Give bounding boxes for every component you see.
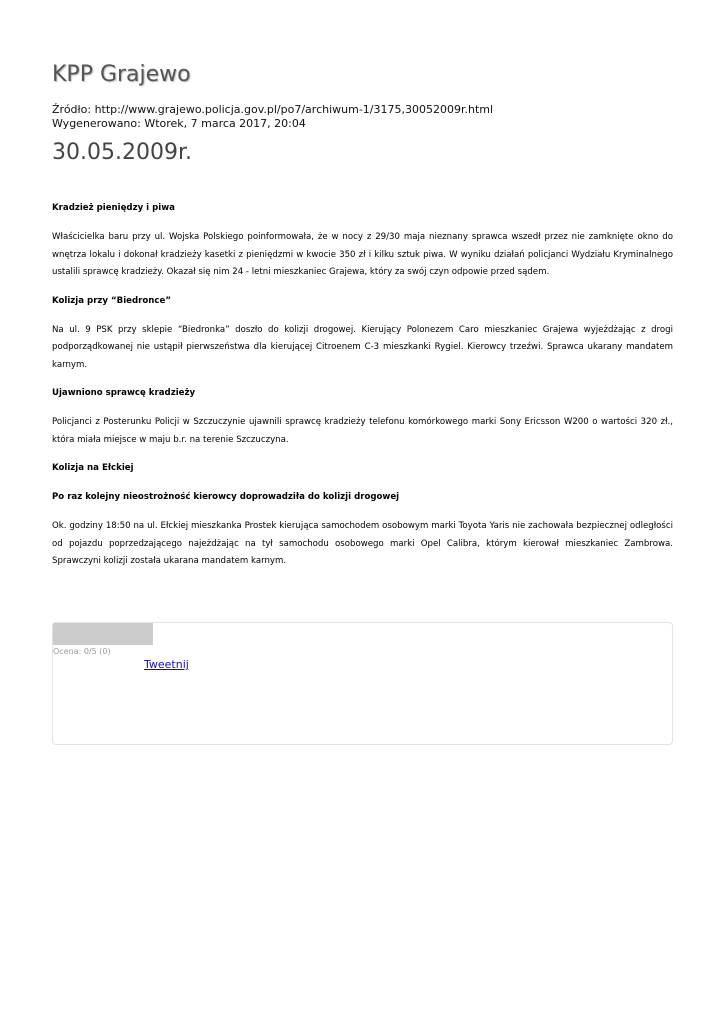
article-heading: Kolizja na Ełckiej	[52, 463, 134, 473]
rating-bar[interactable]	[53, 623, 153, 645]
article-heading: Kolizja przy “Biedronce”	[52, 295, 171, 306]
article-heading: Ujawniono sprawcę kradzieży	[52, 388, 196, 398]
article	[52, 385, 673, 449]
article-list	[52, 200, 673, 582]
tweet-link[interactable]: Tweetnij	[144, 658, 189, 671]
article	[52, 293, 673, 375]
article-body: Ok. godziny 18:50 na ul. Ełckiej mieszkanka Prostek kierująca samochodem osobowym marki Toyota Yaris nie zachowała bezpiecznej odległości od pojazdu poprzedzającego najeżdżając na tył samochodu osobowego marki Opel Calibra, którym kierował mieszkaniec Zambrowa. Sprawczyni kolizji została ukarana mandatem karnym.	[52, 521, 673, 566]
article-body: Właścicielka baru przy ul. Wojska Polskiego poinformowała, że w nocy z 29/30 maja nieznany sprawca wszedł przez nie zamknięte okno do wnętrza lokalu i dokonał kradzieży kasetki z pieniędzmi w kwocie 350 zł i kilku sztuk piwa. W wyniku działań policjanci Wydziału Kryminalnego ustalili sprawcę kradzieży. Okazał się nim 24 - letni mieszkaniec Grajewa, który za swój czyn odpowie przed sądem.	[52, 232, 673, 277]
article	[52, 460, 673, 571]
rating-label: Ocena: 0/5 (0)	[53, 647, 111, 656]
article	[52, 200, 673, 282]
article-body: Policjanci z Posterunku Policji w Szczuczynie ujawnili sprawcę kradzieży telefonu komórkowego marki Sony Ericsson W200 o wartości 320 zł., która miała miejsce w maju b.r. na terenie Szczuczyna.	[52, 417, 673, 445]
article-body: Na ul. 9 PSK przy sklepie “Biedronka” doszło do kolizji drogowej. Kierujący Polonezem Caro mieszkaniec Grajewa wyjeżdżając z drogi podporządkowanej nie ustąpił pierwszeństwa dla kierującej Citroenem C-3 mieszkanki Rygiel. Kierowcy trzeźwi. Sprawca ukarany mandatem karnym.	[52, 324, 673, 370]
article-subheading: Po raz kolejny nieostrożność kierowcy doprowadziła do kolizji drogowej	[52, 492, 400, 502]
source-line: Źródło: http://www.grajewo.policja.gov.pl/po7/archiwum-1/3175,30052009r.html	[52, 103, 494, 116]
article-heading: Kradzież pieniędzy i piwa	[52, 203, 175, 213]
document-meta	[52, 103, 493, 131]
rating-panel	[52, 622, 673, 745]
site-title: KPP Grajewo	[52, 62, 191, 87]
page-title: 30.05.2009r.	[52, 140, 192, 165]
generated-line: Wygenerowano: Wtorek, 7 marca 2017, 20:04	[52, 117, 306, 130]
